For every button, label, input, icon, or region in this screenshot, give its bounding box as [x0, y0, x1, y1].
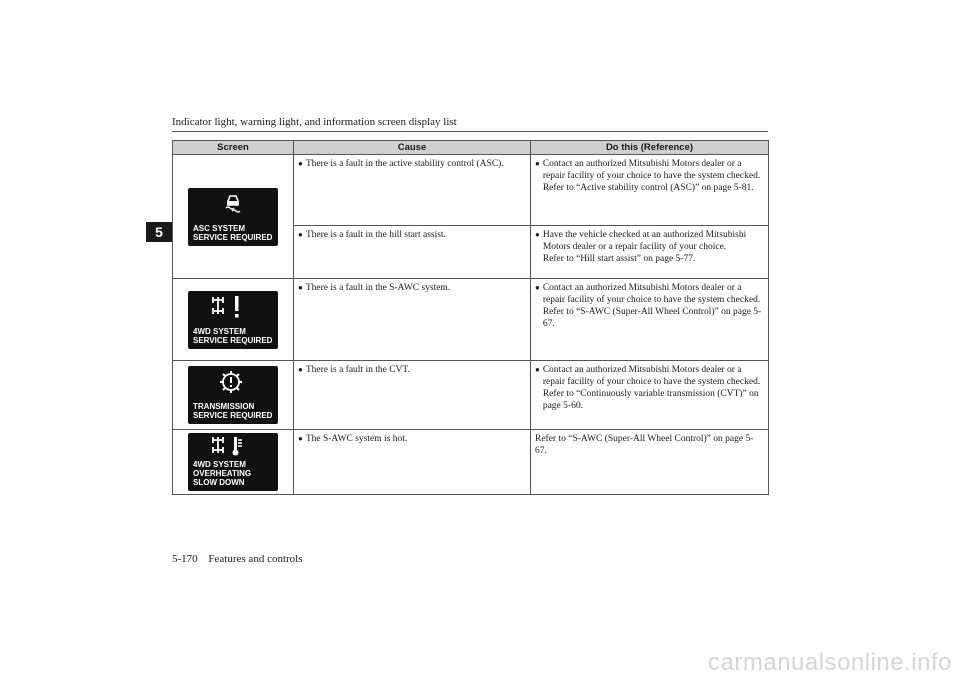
screen-label-line: SLOW DOWN — [193, 478, 245, 487]
table-row — [173, 361, 769, 430]
chapter-tab: 5 — [146, 222, 172, 242]
screen-label-line: TRANSMISSION — [193, 402, 255, 411]
screen-label-line: ASC SYSTEM — [193, 223, 246, 233]
page-number: 5-170 — [172, 553, 198, 565]
reference-text: Refer to “Active stability control (ASC)” on page 5-81. — [542, 183, 754, 193]
screen-display — [188, 188, 278, 246]
bullet-icon: ● — [298, 365, 303, 374]
screen-display — [188, 366, 278, 424]
action-cell — [531, 155, 769, 226]
screen-cell — [173, 279, 294, 361]
bullet-icon: ● — [298, 283, 303, 292]
table-row — [173, 430, 769, 495]
screen-cell — [173, 155, 294, 279]
table-row — [173, 155, 769, 226]
cause-text: There is a fault in the active stability control (ASC). — [305, 159, 504, 169]
watermark-text: carmanualsonline.info — [708, 649, 952, 676]
action-cell — [531, 361, 769, 430]
reference-text: Refer to “Hill start assist” on page 5-77. — [542, 254, 696, 264]
action-text: Have the vehicle checked at an authorized Mitsubishi Motors dealer or a repair facility of your choice. — [542, 230, 747, 252]
bullet-icon: ● — [535, 283, 540, 292]
screen-label-line: 4WD SYSTEM — [193, 460, 246, 469]
action-text: Contact an authorized Mitsubishi Motors dealer or a repair facility of your choice to have the system checked. — [542, 283, 761, 305]
screen-cell — [173, 430, 294, 495]
reference-text: Refer to “Continuously variable transmission (CVT)” on page 5-60. — [542, 389, 759, 411]
page-footer — [172, 553, 311, 565]
screen-display — [188, 291, 278, 349]
awc-warning-icon — [210, 294, 250, 320]
screen-display — [188, 433, 278, 491]
transmission-warning-icon — [218, 369, 244, 395]
cause-cell — [294, 279, 531, 361]
action-text: Contact an authorized Mitsubishi Motors dealer or a repair facility of your choice to have the system checked. — [542, 159, 761, 181]
table-row — [173, 279, 769, 361]
screen-label-line: OVERHEATING — [193, 469, 252, 478]
column-header-screen: Screen — [173, 141, 294, 155]
cause-text: There is a fault in the S-AWC system. — [305, 283, 451, 293]
cause-text: There is a fault in the CVT. — [305, 365, 410, 375]
bullet-icon: ● — [535, 159, 540, 168]
display-list-table — [172, 140, 769, 495]
cause-cell — [294, 430, 531, 495]
cause-cell — [294, 361, 531, 430]
column-header-action: Do this (Reference) — [531, 141, 769, 155]
cause-cell — [294, 226, 531, 279]
screen-label-line: SERVICE REQUIRED — [193, 232, 273, 242]
action-cell — [531, 226, 769, 279]
bullet-icon: ● — [535, 230, 540, 239]
cause-text: The S-AWC system is hot. — [305, 434, 408, 444]
bullet-icon: ● — [298, 434, 303, 443]
screen-cell — [173, 361, 294, 430]
section-name: Features and controls — [208, 553, 303, 565]
page-header-title: Indicator light, warning light, and information screen display list — [172, 116, 457, 128]
cause-text: There is a fault in the hill start assist. — [305, 230, 446, 240]
reference-text: Refer to “S-AWC (Super-All Wheel Control)” on page 5-67. — [542, 307, 762, 329]
header-rule — [172, 131, 768, 132]
cause-cell — [294, 155, 531, 226]
screen-label-line: 4WD SYSTEM — [193, 326, 246, 336]
screen-label-line: SERVICE REQUIRED — [193, 411, 273, 420]
action-cell — [531, 279, 769, 361]
bullet-icon: ● — [535, 365, 540, 374]
bullet-icon: ● — [298, 159, 303, 168]
awc-temperature-icon — [210, 435, 250, 457]
asc-skid-icon — [222, 192, 244, 214]
action-cell — [531, 430, 769, 495]
action-text: Contact an authorized Mitsubishi Motors dealer or a repair facility of your choice to have the system checked. — [542, 365, 761, 387]
column-header-cause: Cause — [294, 141, 531, 155]
bullet-icon: ● — [298, 230, 303, 239]
table-header-row — [173, 141, 769, 155]
screen-label-line: SERVICE REQUIRED — [193, 335, 273, 345]
reference-text: Refer to “S-AWC (Super-All Wheel Control)” on page 5-67. — [535, 434, 754, 456]
